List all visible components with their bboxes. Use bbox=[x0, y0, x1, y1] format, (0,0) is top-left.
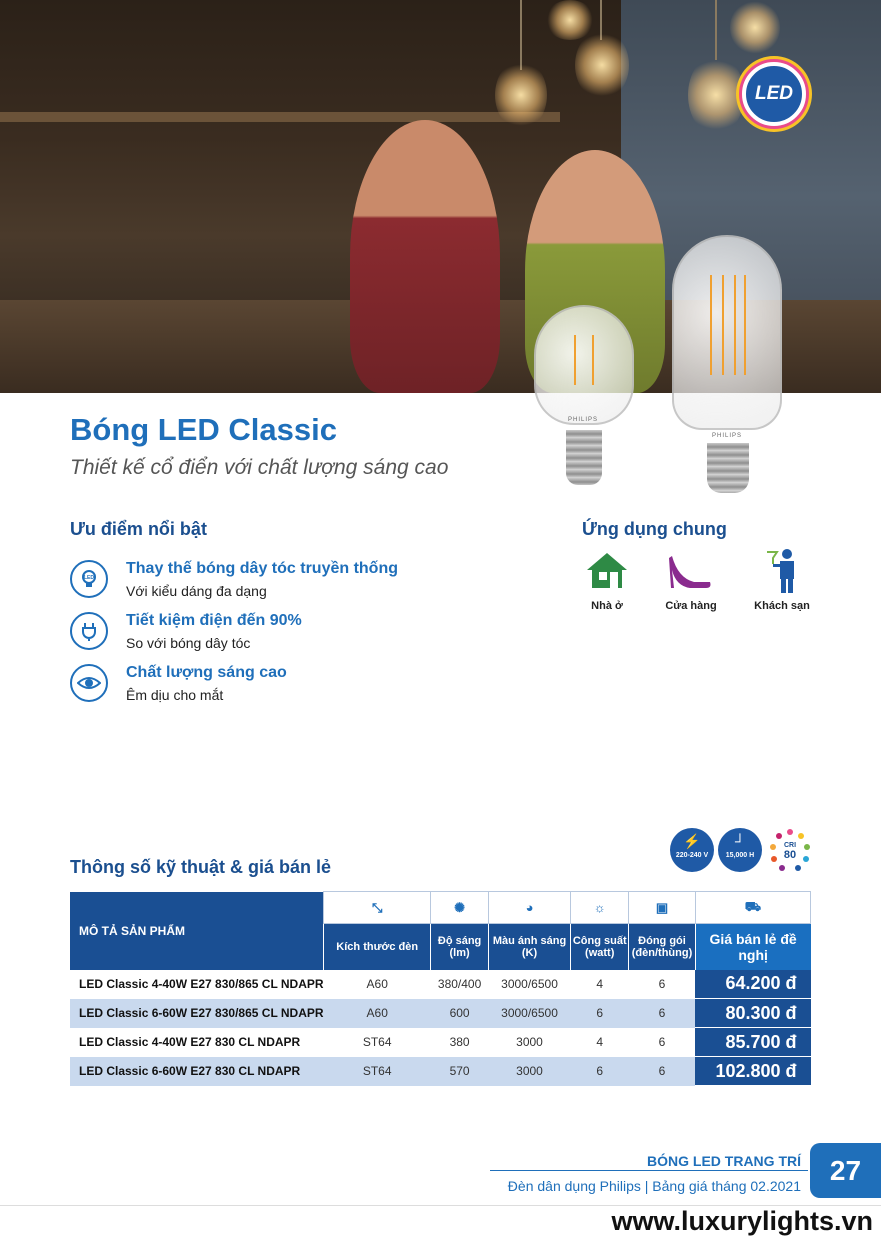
product-name: LED Classic 4-40W E27 830/865 CL NDAPR bbox=[70, 970, 324, 999]
footer-subtitle: Đèn dân dụng Philips | Bảng giá tháng 02.2021 bbox=[507, 1178, 801, 1194]
lumen-cell: 570 bbox=[431, 1057, 489, 1086]
feature-desc: So với bóng dây tóc bbox=[126, 635, 251, 651]
application-item: Khách sạn bbox=[747, 548, 817, 612]
bulb-st64-image: PHILIPS bbox=[672, 235, 782, 495]
cri-badge: CRI 80 bbox=[768, 828, 812, 872]
feature-item bbox=[70, 664, 490, 714]
size-cell: A60 bbox=[324, 970, 431, 999]
hero-person-left bbox=[350, 120, 500, 393]
table-row bbox=[70, 999, 811, 1028]
feature-desc: Với kiểu dáng đa dạng bbox=[126, 583, 267, 599]
price-cell: 80.300 đ bbox=[695, 999, 810, 1028]
pack-cell: 6 bbox=[629, 1057, 695, 1086]
eye-icon bbox=[70, 664, 108, 702]
high-heel-icon bbox=[666, 548, 716, 594]
color-palette-icon: ◕ bbox=[488, 892, 570, 924]
house-icon bbox=[584, 548, 630, 594]
feature-item bbox=[70, 560, 490, 610]
feature-desc: Êm dịu cho mắt bbox=[126, 687, 224, 703]
hanging-bulb bbox=[495, 60, 547, 130]
col-header: Kích thước đèn bbox=[324, 924, 431, 970]
footer-category: BÓNG LED TRANG TRÍ bbox=[647, 1153, 801, 1169]
bolt-icon: ⚡ bbox=[683, 833, 701, 849]
product-name: LED Classic 4-40W E27 830 CL NDAPR bbox=[70, 1028, 324, 1057]
hanging-bulb bbox=[730, 0, 780, 55]
table-header-icons bbox=[70, 892, 811, 924]
footer-divider bbox=[490, 1170, 808, 1171]
lifetime-badge: ┘ 15,000 H bbox=[718, 828, 762, 872]
size-cell: A60 bbox=[324, 999, 431, 1028]
col-header: Đóng gói (đèn/thùng) bbox=[629, 924, 695, 970]
application-item: Nhà ở bbox=[572, 548, 642, 612]
color-cell: 3000 bbox=[488, 1028, 570, 1057]
watt-cell: 4 bbox=[571, 1028, 629, 1057]
watt-cell: 4 bbox=[571, 970, 629, 999]
col-header: Công suất (watt) bbox=[571, 924, 629, 970]
hanging-bulb bbox=[575, 30, 629, 100]
page-number: 27 bbox=[810, 1143, 881, 1198]
lumen-cell: 380/400 bbox=[431, 970, 489, 999]
package-icon: ▣ bbox=[629, 892, 695, 924]
table-row bbox=[70, 970, 811, 999]
col-header: Độ sáng (lm) bbox=[431, 924, 489, 970]
hero-shelf bbox=[0, 112, 560, 122]
brightness-icon: ✺ bbox=[431, 892, 489, 924]
feature-title: Thay thế bóng dây tóc truyền thống bbox=[126, 560, 398, 577]
pack-cell: 6 bbox=[629, 999, 695, 1028]
col-desc-header: MÔ TẢ SẢN PHẨM bbox=[70, 892, 324, 970]
feature-item bbox=[70, 612, 490, 662]
bulb-a60-image: PHILIPS bbox=[534, 305, 634, 490]
price-cell: 85.700 đ bbox=[695, 1028, 810, 1057]
page-subtitle: Thiết kế cổ điển với chất lượng sáng cao bbox=[70, 456, 449, 479]
size-cell: ST64 bbox=[324, 1057, 431, 1086]
price-cell: 64.200 đ bbox=[695, 970, 810, 999]
power-bulb-icon: ☼ bbox=[571, 892, 629, 924]
watt-cell: 6 bbox=[571, 1057, 629, 1086]
hanging-bulb bbox=[545, 0, 595, 40]
product-name: LED Classic 6-60W E27 830/865 CL NDAPR bbox=[70, 999, 324, 1028]
spec-table bbox=[70, 891, 811, 1086]
hanging-bulb bbox=[688, 55, 744, 135]
pack-cell: 6 bbox=[629, 1028, 695, 1057]
waiter-icon bbox=[759, 548, 805, 594]
voltage-badge: ⚡ 220-240 V bbox=[670, 828, 714, 872]
led-badge: LED bbox=[742, 62, 806, 126]
application-item: Cửa hàng bbox=[656, 548, 726, 612]
feature-title: Chất lượng sáng cao bbox=[126, 664, 287, 681]
col-header: Màu ánh sáng (K) bbox=[488, 924, 570, 970]
specs-heading: Thông số kỹ thuật & giá bán lẻ bbox=[70, 857, 332, 877]
product-name: LED Classic 6-60W E27 830 CL NDAPR bbox=[70, 1057, 324, 1086]
led-bulb-icon bbox=[70, 560, 108, 598]
lumen-cell: 380 bbox=[431, 1028, 489, 1057]
size-cell: ST64 bbox=[324, 1028, 431, 1057]
feature-title: Tiết kiệm điện đến 90% bbox=[126, 612, 302, 629]
table-row bbox=[70, 1057, 811, 1086]
size-icon: ⤡ bbox=[324, 892, 431, 924]
table-row bbox=[70, 1028, 811, 1057]
price-cell: 102.800 đ bbox=[695, 1057, 810, 1086]
plug-icon bbox=[70, 612, 108, 650]
cart-icon: ⛟ bbox=[695, 892, 810, 924]
page-title: Bóng LED Classic bbox=[70, 412, 337, 447]
col-price-header: Giá bán lẻ đề nghị bbox=[695, 924, 810, 970]
pack-cell: 6 bbox=[629, 970, 695, 999]
color-cell: 3000/6500 bbox=[488, 999, 570, 1028]
watt-cell: 6 bbox=[571, 999, 629, 1028]
clock-icon: ┘ bbox=[735, 833, 745, 849]
color-cell: 3000 bbox=[488, 1057, 570, 1086]
svg-text:LED: LED bbox=[84, 575, 94, 581]
lumen-cell: 600 bbox=[431, 999, 489, 1028]
applications-heading: Ứng dụng chung bbox=[582, 519, 727, 539]
website-link[interactable]: www.luxurylights.vn bbox=[611, 1206, 873, 1236]
advantages-heading: Ưu điểm nổi bật bbox=[70, 519, 207, 539]
color-cell: 3000/6500 bbox=[488, 970, 570, 999]
